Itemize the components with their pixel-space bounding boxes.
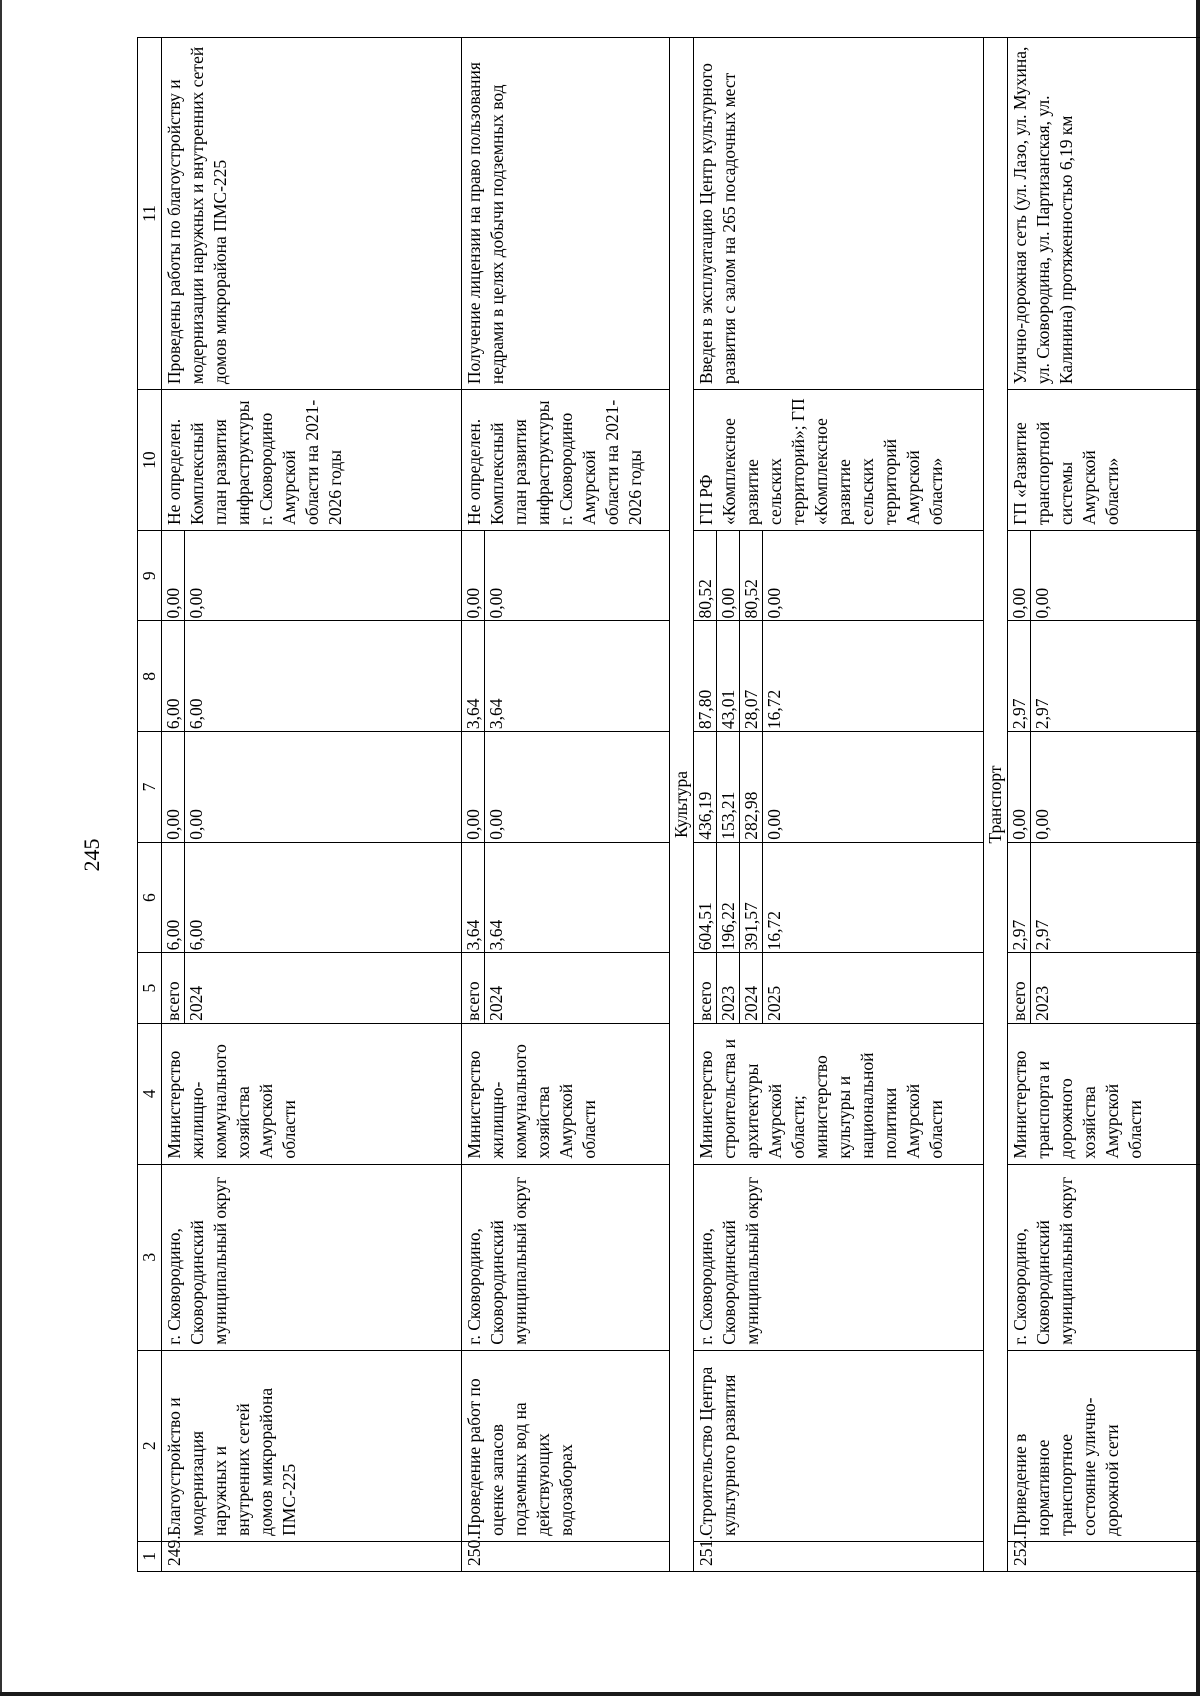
years-value: всего bbox=[462, 953, 485, 1022]
years bbox=[162, 953, 462, 1023]
col8-value: 3,64 bbox=[462, 622, 485, 732]
location: г. Сковородино, Сковородинский муниципальный округ bbox=[694, 1164, 984, 1350]
col6-value: 16,72 bbox=[764, 911, 784, 951]
col8-value: 28,07 bbox=[740, 622, 763, 732]
years-value: всего bbox=[162, 953, 185, 1022]
col7 bbox=[694, 732, 984, 843]
result: Получение лицензии на право пользования недрами в целях добычи подземных вод bbox=[462, 38, 670, 390]
col8-value: 16,72 bbox=[764, 689, 784, 730]
col7 bbox=[1008, 732, 1200, 843]
years-value: 2023 bbox=[717, 953, 740, 1022]
col9-value: 0,00 bbox=[1032, 587, 1052, 619]
col7-value: 0,00 bbox=[186, 809, 206, 840]
object-name: Приведение в нормативное транспортное состояние улично-дорожной сети bbox=[1008, 1350, 1200, 1541]
years-value: всего bbox=[694, 953, 717, 1022]
years bbox=[694, 953, 984, 1023]
col6-value: 3,64 bbox=[486, 919, 506, 951]
col9-value: 80,52 bbox=[740, 531, 763, 621]
program: Не определен. Комплексный план развития инфраструктуры г. Сковородино Амурской области на 2021-2026 годы bbox=[162, 390, 462, 531]
col9 bbox=[162, 530, 462, 621]
col6 bbox=[462, 842, 670, 953]
object-name: Строительство Центра культурного развития bbox=[694, 1350, 984, 1541]
col9-value: 0,00 bbox=[186, 587, 206, 619]
col6-value: 2,97 bbox=[1008, 843, 1031, 953]
years-value: 2024 bbox=[740, 953, 763, 1022]
col7-value: 153,21 bbox=[717, 732, 740, 842]
result: Улично-дорожная сеть (ул. Лазо, ул. Мухина, ул. Сковородина, ул. Партизанская, ул. Калинина) протяженностью 6,19 км bbox=[1008, 38, 1200, 390]
years-value: всего bbox=[1008, 953, 1031, 1022]
object-name: Благоустройство и модернизация наружных и внутренних сетей домов микрорайона ПМС-225 bbox=[162, 1350, 462, 1541]
years bbox=[462, 953, 670, 1023]
col-header: 4 bbox=[138, 1023, 162, 1164]
col8-value: 6,00 bbox=[186, 698, 206, 730]
col-header: 7 bbox=[138, 732, 162, 843]
col-header: 8 bbox=[138, 621, 162, 732]
col6-value: 6,00 bbox=[186, 919, 206, 951]
table-row bbox=[162, 38, 462, 1572]
section-header-row bbox=[984, 38, 1008, 1572]
col9-value: 80,52 bbox=[694, 531, 717, 621]
col8-value: 87,80 bbox=[694, 622, 717, 732]
col-header: 3 bbox=[138, 1164, 162, 1350]
col7-value: 0,00 bbox=[1032, 809, 1052, 840]
col6 bbox=[162, 842, 462, 953]
executor: Министерство жилищно-коммунального хозяйства Амурской области bbox=[462, 1023, 670, 1164]
col8-value: 6,00 bbox=[162, 622, 185, 732]
col6 bbox=[1008, 842, 1200, 953]
table-row bbox=[462, 38, 670, 1572]
col7-value: 0,00 bbox=[764, 809, 784, 840]
col8-value: 2,97 bbox=[1008, 622, 1031, 732]
years-value: 2025 bbox=[764, 985, 784, 1021]
program: ГП «Развитие транспортной системы Амурской области» bbox=[1008, 390, 1200, 531]
col-header: 5 bbox=[138, 953, 162, 1023]
col-header: 2 bbox=[138, 1350, 162, 1541]
col6-value: 6,00 bbox=[162, 843, 185, 953]
location: г. Сковородино, Сковородинский муниципальный округ bbox=[1008, 1164, 1200, 1350]
row-number: 251. bbox=[694, 1541, 984, 1571]
col8 bbox=[694, 621, 984, 732]
location: г. Сковородино, Сковородинский муниципальный округ bbox=[162, 1164, 462, 1350]
col6 bbox=[694, 842, 984, 953]
col-header: 6 bbox=[138, 842, 162, 953]
col-header: 1 bbox=[138, 1541, 162, 1571]
col6-value: 2,97 bbox=[1032, 919, 1052, 951]
years-value: 2023 bbox=[1032, 985, 1052, 1021]
col9-value: 0,00 bbox=[1008, 531, 1031, 621]
col7 bbox=[462, 732, 670, 843]
scan-edge-bottom bbox=[0, 1692, 1200, 1696]
col-header: 9 bbox=[138, 530, 162, 621]
col8-value: 2,97 bbox=[1032, 698, 1052, 730]
col9 bbox=[1008, 530, 1200, 621]
row-number: 252. bbox=[1008, 1541, 1200, 1571]
section-header-row bbox=[670, 38, 694, 1572]
col6-value: 196,22 bbox=[717, 843, 740, 953]
col9-value: 0,00 bbox=[717, 531, 740, 621]
program: Не определен. Комплексный план развития инфраструктуры г. Сковородино Амурской области на 2021-2026 годы bbox=[462, 390, 670, 531]
col-header: 11 bbox=[138, 38, 162, 390]
col9-value: 0,00 bbox=[764, 587, 784, 619]
object-name: Проведение работ по оценке запасов подземных вод на действующих водозаборах bbox=[462, 1350, 670, 1541]
scan-edge-left bbox=[0, 0, 2, 1696]
col7-value: 282,98 bbox=[740, 732, 763, 842]
page-number: 245 bbox=[79, 838, 104, 872]
col7-value: 0,00 bbox=[486, 809, 506, 840]
executor: Министерство жилищно-коммунального хозяйства Амурской области bbox=[162, 1023, 462, 1164]
col6-value: 391,57 bbox=[740, 843, 763, 953]
col8 bbox=[162, 621, 462, 732]
row-number: 250. bbox=[462, 1541, 670, 1571]
col8-value: 43,01 bbox=[717, 622, 740, 732]
col7-value: 436,19 bbox=[694, 732, 717, 842]
row-number: 249. bbox=[162, 1541, 462, 1571]
result: Введен в эксплуатацию Центр культурного развития с залом на 265 посадочных мест bbox=[694, 38, 984, 390]
col-header: 10 bbox=[138, 390, 162, 531]
col6-value: 604,51 bbox=[694, 843, 717, 953]
executor: Министерство транспорта и дорожного хозяйства Амурской области bbox=[1008, 1023, 1200, 1164]
location: г. Сковородино, Сковородинский муниципальный округ bbox=[462, 1164, 670, 1350]
col8-value: 3,64 bbox=[486, 698, 506, 730]
executor: Министерство строительства и архитектуры Амурской области; министерство культуры и национальной политики Амурской области bbox=[694, 1023, 984, 1164]
col7 bbox=[162, 732, 462, 843]
section-title: Транспорт bbox=[984, 38, 1008, 1572]
col8 bbox=[462, 621, 670, 732]
table-row bbox=[1008, 38, 1200, 1572]
section-title: Культура bbox=[670, 38, 694, 1572]
col9 bbox=[694, 530, 984, 621]
col6-value: 3,64 bbox=[462, 843, 485, 953]
document-table bbox=[137, 37, 1145, 1572]
col9-value: 0,00 bbox=[486, 587, 506, 619]
program: ГП РФ «Комплексное развитие сельских территорий»; ГП «Комплексное развитие сельских территорий Амурской области» bbox=[694, 390, 984, 531]
col9 bbox=[462, 530, 670, 621]
program-table bbox=[137, 37, 1200, 1572]
col9-value: 0,00 bbox=[462, 531, 485, 621]
result: Проведены работы по благоустройству и модернизации наружных и внутренних сетей домов микрорайона ПМС-225 bbox=[162, 38, 462, 390]
years-value: 2024 bbox=[486, 985, 506, 1021]
years bbox=[1008, 953, 1200, 1023]
col8 bbox=[1008, 621, 1200, 732]
col7-value: 0,00 bbox=[462, 732, 485, 842]
years-value: 2024 bbox=[186, 985, 206, 1021]
col7-value: 0,00 bbox=[1008, 732, 1031, 842]
table-row bbox=[694, 38, 984, 1572]
header-row bbox=[138, 38, 162, 1572]
col7-value: 0,00 bbox=[162, 732, 185, 842]
col9-value: 0,00 bbox=[162, 531, 185, 621]
